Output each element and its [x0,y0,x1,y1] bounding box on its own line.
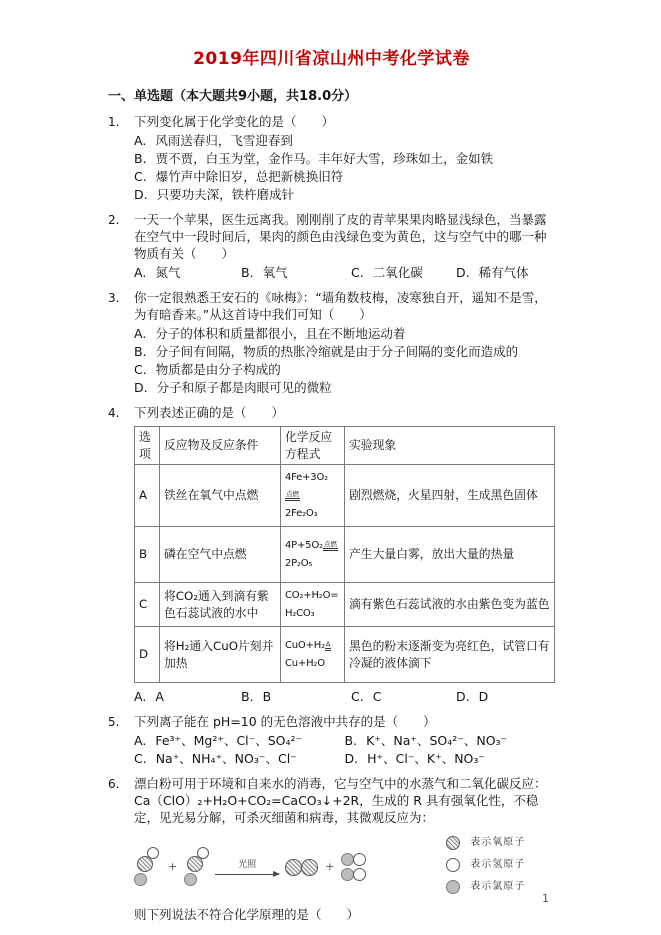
option-text: Na⁺、NH₄⁺、NO₃⁻、Cl⁻ [155,751,297,767]
oxygen-atom-icon [137,856,153,872]
row-phenomenon: 产生大量白雾，放出大量的热量 [345,527,555,583]
row-option: D [135,627,160,683]
question-number: 4. [108,406,120,420]
option-label: A. [134,265,147,280]
option-text: 氧气 [262,265,288,280]
equation-left: 4Fe+3O₂ [285,471,328,483]
question-number: 3. [108,291,120,305]
option-label: C. [134,751,147,767]
page-number: 1 [542,892,549,905]
column-header: 选项 [135,427,160,465]
column-header: 反应物及反应条件 [160,427,281,465]
row-phenomenon: 滴有紫色石蕊试液的水由紫色变为蓝色 [345,583,555,627]
option-label: B. [344,733,358,749]
options-row [134,688,555,705]
option-text: 分子间有间隔，物质的热胀冷缩就是由于分子间隔的变化而造成的 [155,344,519,359]
question-number: 6. [108,777,120,792]
option-text: 物质都是由分子构成的 [155,362,281,377]
option-text: 爆竹声中除旧岁，总把新桃换旧符 [155,169,344,184]
option-b [241,688,351,705]
row-reactants: 磷在空气中点燃 [160,527,281,583]
micro-reaction-diagram [134,834,555,902]
chemical-equation [285,587,340,623]
equation-condition: Δ [325,641,331,652]
hclo-molecule [134,847,161,887]
option-text: A [155,689,164,705]
option-d [456,264,529,281]
option-b [134,150,555,167]
option-b [241,264,351,281]
option-label: B. [134,344,147,359]
options-row [134,264,555,281]
question-foot-stem: 则下列说法不符合化学原理的是（ ） [134,907,360,923]
row-reactants: 将CO₂通入到滴有紫色石蕊试液的水中 [160,583,281,627]
chemical-equation [285,537,340,573]
hcl-molecules [341,853,366,881]
section-heading: 一、单选题（本大题共9小题，共18.0分） [108,89,358,104]
option-d [134,379,555,396]
oxygen-atom-icon [285,859,302,876]
option-label: D. [456,265,470,280]
option-text: 稀有气体 [478,265,529,280]
reaction-scheme [134,834,446,900]
option-label: D. [456,689,470,705]
question-3 [108,289,555,396]
option-c [134,168,555,185]
question-stem: 下列表述正确的是（ ） [134,405,285,420]
option-label: D. [134,187,148,202]
option-c [134,361,555,378]
question-stem: 你一定很熟悉王安石的《咏梅》：“墙角数枝梅，凌寒独自开，遥知不是雪，为有暗香来。”从这首诗中我们可知（ ） [134,290,547,322]
chlorine-atom-icon [446,880,460,894]
question-stem: 一天一个苹果，医生远离我。刚刚削了皮的青苹果果肉略显浅绿色，当暴露在空气中一段时间后，果肉的颜色由浅绿色变为黄色，这与空气中的哪一种物质有关（ ） [134,212,547,261]
question-stem: 下列变化属于化学变化的是（ ） [134,114,335,129]
equation-right: 2Fe₂O₃ [285,507,318,519]
options-row [134,732,555,749]
question-number: 2. [108,213,120,227]
option-label: C. [351,265,364,280]
row-reactants: 将H₂通入CuO片刻并加热 [160,627,281,683]
table-row [135,465,555,527]
arrow-condition-label: 光照 [238,860,257,871]
legend-item [446,836,555,850]
option-label: A. [134,689,147,705]
option-label: B. [134,151,147,166]
table-header-row [135,427,555,465]
hcl-molecule [341,853,366,866]
oxygen-molecule [285,859,318,876]
reaction-table [134,426,555,683]
option-d [134,186,555,203]
table-row [135,627,555,683]
arrow-icon [215,874,279,875]
option-label: B. [241,265,254,280]
option-d [456,688,488,705]
hydrogen-atom-icon [353,853,366,866]
question-5 [108,713,555,767]
option-a [134,732,345,749]
page-content [108,44,555,931]
option-label: C. [134,362,147,377]
option-label: A. [134,326,147,341]
option-a [134,688,241,705]
legend-label: 表示氢原子 [470,859,526,871]
equation-right: Cu+H₂O [285,657,325,669]
option-label: B. [241,689,254,705]
chemical-equation [285,469,340,523]
oxygen-atom-icon [301,859,318,876]
options-row [134,750,555,767]
option-text: C [372,689,382,705]
row-phenomenon: 黑色的粉末逐渐变为亮红色，试管口有冷凝的液体滴下 [345,627,555,683]
option-text: 只要功夫深，铁杵磨成针 [156,187,295,202]
option-c [134,750,345,767]
equation-left: CO₂+H₂O=H₂CO₃ [285,589,339,619]
oxygen-atom-icon [187,856,203,872]
option-label: D. [344,751,359,767]
option-text: 风雨送春归，飞雪迎春到 [155,133,293,148]
question-stem: 漂白粉可用于环境和自来水的消毒，它与空气中的水蒸气和二氧化碳反应：Ca（ClO）₂+H₂O+CO₂=CaCO₃↓+2R，生成的 R 具有强氧化性，不稳定，见光易分解，可杀灭细菌和病毒，其微观反应为： [134,776,547,826]
option-a [134,264,241,281]
option-text: 二氧化碳 [372,265,423,280]
option-b [345,732,556,749]
option-b [134,343,555,360]
option-c [351,264,456,281]
equation-left: 4P+5O₂ [285,539,323,551]
option-text: 分子和原子都是肉眼可见的微粒 [156,380,332,395]
equation-right: 2P₂O₅ [285,557,313,569]
chemical-equation [285,637,340,673]
legend-item [446,880,555,894]
plus-sign: + [325,859,335,873]
column-header: 化学反应方程式 [281,427,345,465]
row-phenomenon: 剧烈燃烧，火星四射，生成黑色固体 [345,465,555,527]
option-text: B [262,689,272,705]
page-title: 2019年四川省凉山州中考化学试卷 [193,49,470,69]
chlorine-atom-icon [134,873,147,886]
row-option: A [135,465,160,527]
chlorine-atom-icon [184,873,197,886]
option-a [134,132,555,149]
row-option: C [135,583,160,627]
option-d [345,750,556,767]
option-text: 分子的体积和质量都很小，且在不断地运动着 [155,326,406,341]
plus-sign: + [168,859,178,873]
option-label: C. [134,169,147,184]
equation-condition: 点燃 [285,491,300,502]
row-reactants: 铁丝在氧气中点燃 [160,465,281,527]
question-1 [108,113,555,203]
option-a [134,325,555,342]
table-row [135,527,555,583]
equation-condition: 点燃 [323,541,338,552]
option-text: Fe³⁺、Mg²⁺、Cl⁻、SO₄²⁻ [155,733,303,749]
question-6 [108,775,555,923]
option-label: C. [351,689,364,705]
reaction-arrow [215,859,279,874]
question-4 [108,404,555,705]
legend-label: 表示氯原子 [470,881,526,893]
option-text: 贾不贾，白玉为堂，金作马。丰年好大雪，珍珠如土，金如铁 [155,151,494,166]
table-row [135,583,555,627]
hclo-molecule [184,847,211,887]
option-label: A. [134,133,147,148]
row-option: B [135,527,160,583]
option-label: A. [134,733,147,749]
legend-label: 表示氧原子 [470,837,526,849]
question-2 [108,211,555,281]
hydrogen-atom-icon [446,858,460,872]
oxygen-atom-icon [446,836,460,850]
hcl-molecule [341,868,366,881]
equation-left: CuO+H₂ [285,639,325,651]
hydrogen-atom-icon [353,868,366,881]
option-text: K⁺、Na⁺、SO₄²⁻、NO₃⁻ [366,733,508,749]
option-c [351,688,456,705]
option-text: H⁺、Cl⁻、K⁺、NO₃⁻ [367,751,485,767]
option-text: D [478,689,489,705]
atom-legend [446,834,555,902]
legend-item [446,858,555,872]
option-label: D. [134,380,148,395]
question-number: 5. [108,715,120,730]
option-text: 氮气 [155,265,181,280]
question-stem: 下列离子能在 pH=10 的无色溶液中共存的是（ ） [134,714,436,730]
column-header: 实验现象 [345,427,555,465]
question-number: 1. [108,115,120,129]
